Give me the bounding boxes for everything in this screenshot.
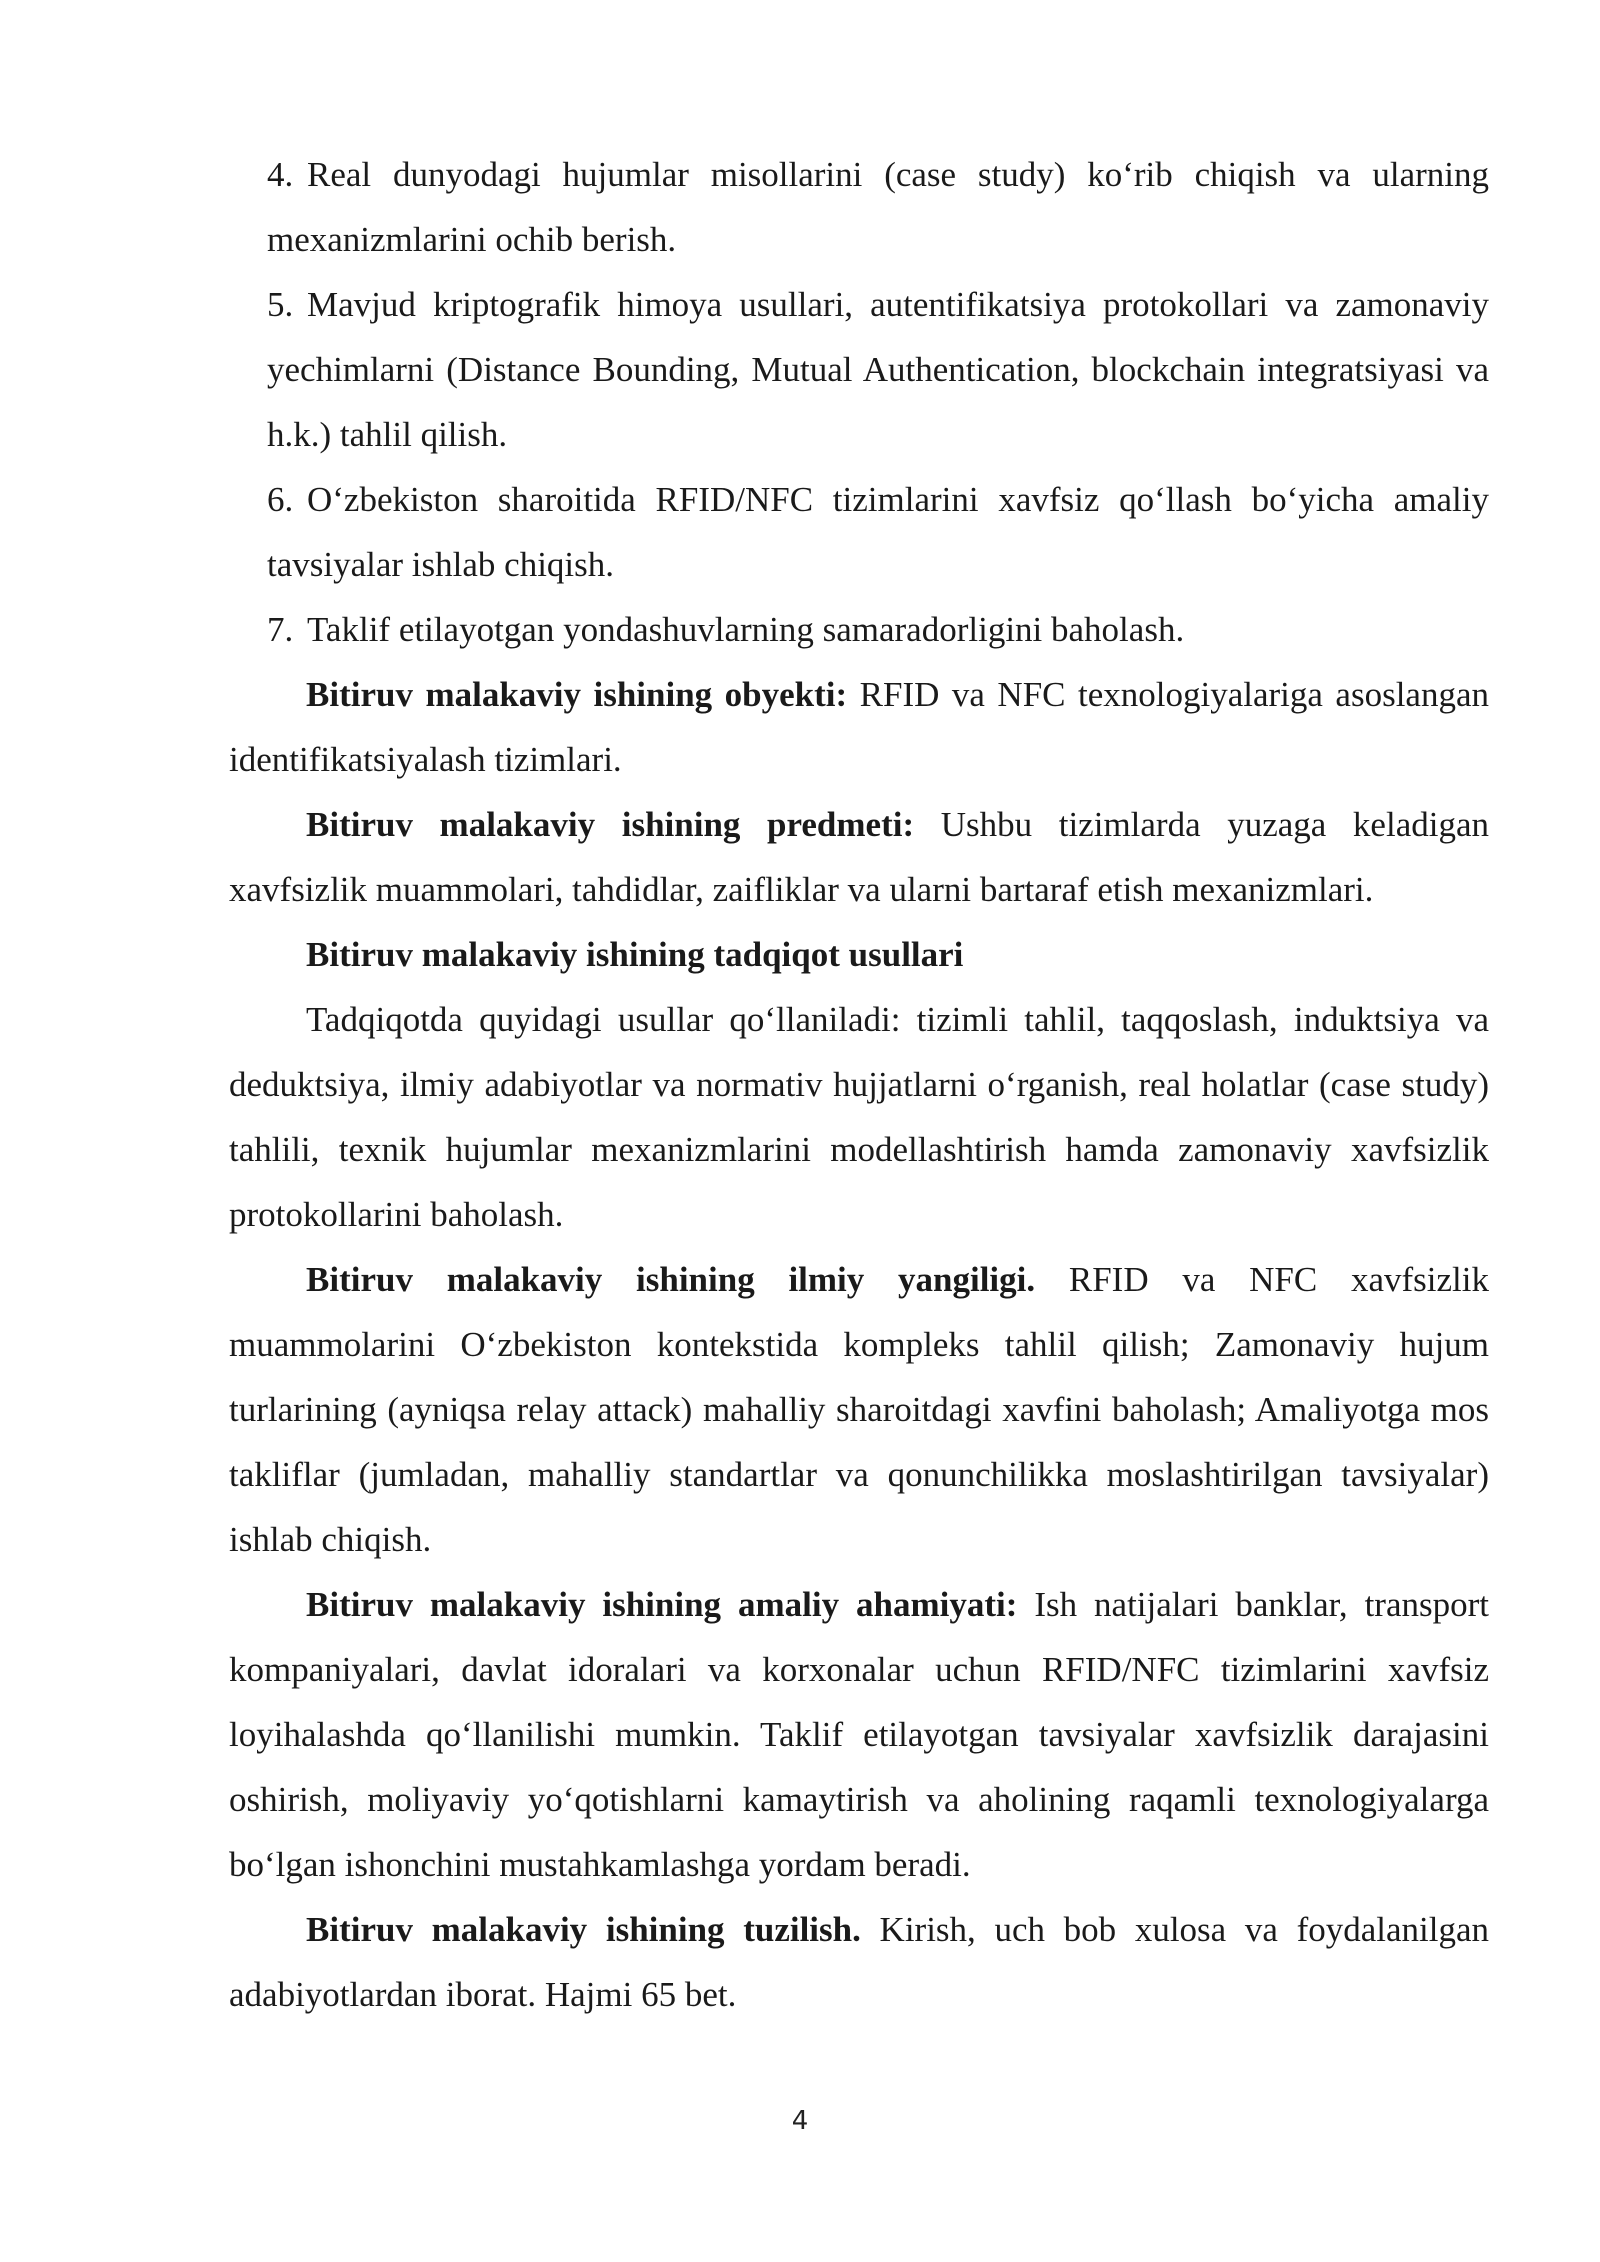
list-item-4 — [229, 142, 1489, 272]
list-number: 7. — [267, 610, 294, 649]
list-number: 5. — [267, 285, 294, 324]
subject-heading: Bitiruv malakaviy ishining predmeti: — [306, 805, 915, 844]
methods-heading: Bitiruv malakaviy ishining tadqiqot usullari — [306, 935, 964, 974]
list-number: 6. — [267, 480, 294, 519]
novelty-text: RFID va NFC xavfsizlik muammolarini O‘zbekiston kontekstida kompleks tahlil qilish; Zamonaviy hujum turlarining (ayniqsa relay attack) mahalliy sharoitdagi xavfini baholash; Amaliyotga mos takliflar (jumladan, mahalliy standartlar va qonunchilikka moslashtirilgan tavsiyalar) ishlab chiqish. — [229, 1260, 1489, 1559]
structure-paragraph — [229, 1897, 1489, 2027]
structure-heading: Bitiruv malakaviy ishining tuzilish. — [306, 1910, 861, 1949]
significance-text: Ish natijalari banklar, transport kompaniyalari, davlat idoralari va korxonalar uchun RFID/NFC tizimlarini xavfsiz loyihalashda qo‘llanilishi mumkin. Taklif etilayotgan tavsiyalar xavfsizlik darajasini oshirish, moliyaviy yo‘qotishlarni kamaytirish va aholining raqamli texnologiyalarga bo‘lgan ishonchini mustahkamlashga yordam beradi. — [229, 1585, 1489, 1884]
list-item-5 — [229, 272, 1489, 467]
object-paragraph — [229, 662, 1489, 792]
methods-heading-paragraph — [229, 922, 1489, 987]
significance-paragraph — [229, 1572, 1489, 1897]
list-number: 4. — [267, 155, 294, 194]
list-text: Mavjud kriptografik himoya usullari, autentifikatsiya protokollari va zamonaviy yechimlarni (Distance Bounding, Mutual Authentication, blockchain integratsiyasi va h.k.) tahlil qilish. — [267, 285, 1489, 454]
significance-heading: Bitiruv malakaviy ishining amaliy ahamiyati: — [306, 1585, 1018, 1624]
novelty-paragraph — [229, 1247, 1489, 1572]
page-number: 4 — [791, 2106, 809, 2136]
methods-text: Tadqiqotda quyidagi usullar qo‘llaniladi: tizimli tahlil, taqqoslash, induktsiya va deduktsiya, ilmiy adabiyotlar va normativ hujjatlarni o‘rganish, real holatlar (case study) tahlili, texnik hujumlar mexanizmlarini modellashtirish hamda zamonaviy xavfsizlik protokollarini baholash. — [229, 1000, 1489, 1234]
list-item-7 — [229, 597, 1489, 662]
document-page — [229, 142, 1489, 2027]
list-text: Real dunyodagi hujumlar misollarini (case study) ko‘rib chiqish va ularning mexanizmlarini ochib berish. — [267, 155, 1489, 259]
object-heading: Bitiruv malakaviy ishining obyekti: — [306, 675, 848, 714]
subject-text: Ushbu tizimlarda yuzaga keladigan xavfsizlik muammolari, tahdidlar, zaifliklar va ularni bartaraf etish mexanizmlari. — [229, 805, 1489, 909]
list-text: O‘zbekiston sharoitida RFID/NFC tizimlarini xavfsiz qo‘llash bo‘yicha amaliy tavsiyalar ishlab chiqish. — [267, 480, 1489, 584]
novelty-heading: Bitiruv malakaviy ishining ilmiy yangiligi. — [306, 1260, 1036, 1299]
methods-paragraph — [229, 987, 1489, 1247]
object-text: RFID va NFC texnologiyalariga asoslangan identifikatsiyalash tizimlari. — [229, 675, 1489, 779]
subject-paragraph — [229, 792, 1489, 922]
list-text: Taklif etilayotgan yondashuvlarning samaradorligini baholash. — [307, 610, 1185, 649]
list-item-6 — [229, 467, 1489, 597]
structure-text: Kirish, uch bob xulosa va foydalanilgan adabiyotlardan iborat. Hajmi 65 bet. — [229, 1910, 1489, 2014]
